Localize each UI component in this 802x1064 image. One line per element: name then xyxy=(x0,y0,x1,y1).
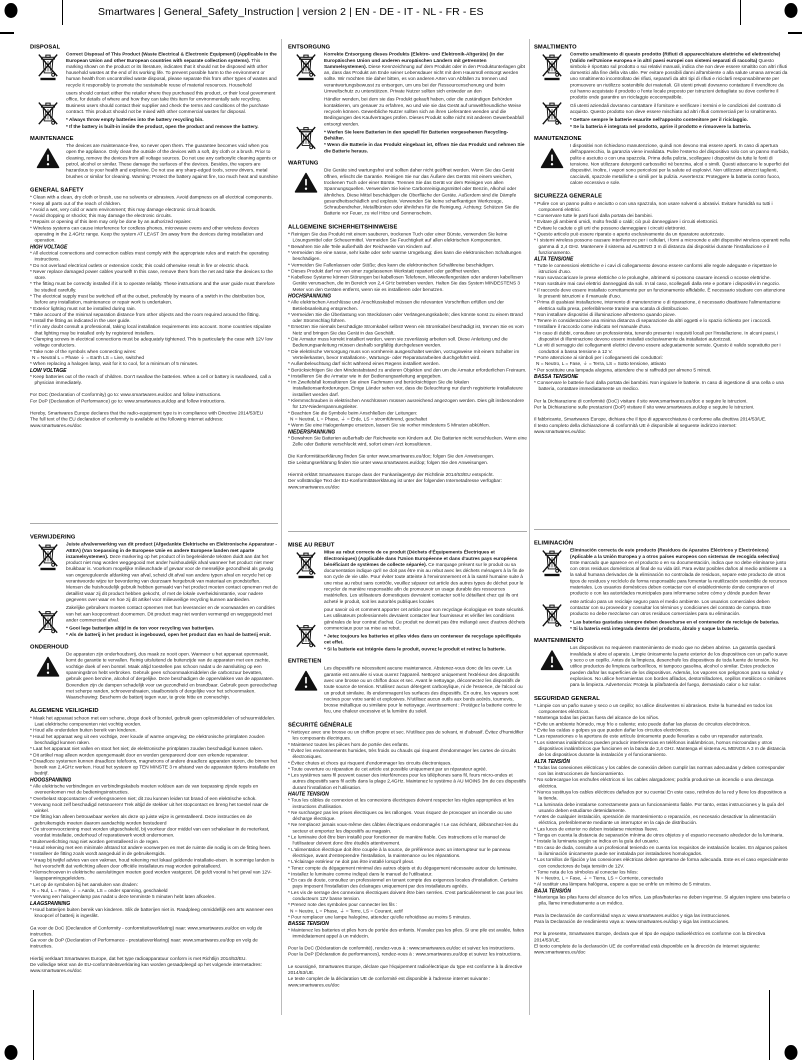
maintenance-section xyxy=(288,168,527,219)
maintenance-text xyxy=(324,666,527,717)
bullet-line: * Wenn Sie eine Halogenlampe ersetzen, lassen Sie sie vorher mindestens 5 Minuten abkühlen. xyxy=(288,422,490,429)
footer-line: For DoP (Declaration of Performance) go to: www.smartwares.eu/dop and follow instructions. xyxy=(30,398,226,404)
maintenance-section xyxy=(288,666,527,717)
section-heading: MANTENIMIENTO xyxy=(534,637,584,644)
bullet-line: * Klemschroeven in elektrische aansluitingen moeten goed worden vastgezet. Dit geldt vooral is het geval van 12V-laagspanningsgeleiders. xyxy=(30,869,272,882)
weee-bin-bar-icon xyxy=(542,550,563,577)
disposal-section xyxy=(288,52,527,155)
bullet-line: * Houd batterijen buiten bereik van kinderen. Slik de batterijen niet in. Raadpleeg onmiddellijk een arts wanneer een knoopcel of batterij is ingeslikt. xyxy=(30,906,274,919)
bullet-line: * The fitting must be correctly installed if it is to operate reliably. These instructions and the user guide must therefore be studied carefully. xyxy=(30,281,275,293)
bullet-line: * Las reparaciones o la apertura de este artículo únicamente puede llevarlas a cabo un reparador autorizado. xyxy=(534,733,764,740)
bullet-line: * Limpie con un paño suave y seco o un cepillo; no utilice disolventes ni abrasivos. Evite la humedad en todos los componentes eléctricos. xyxy=(534,702,773,715)
disposal-paragraph: pour savoir où et comment apporter cet article pour son recyclage écologique en toute sécurité. Les utilisateurs professionnels devraient contacter leur fournisseur et vérifier les conditions générales de leur contrat d'achat. Ce produit ne devrait pas être mélangé avec d'autres déchets commerciaux pour sa mise au rebut. xyxy=(324,606,526,631)
disposal-section xyxy=(30,52,278,131)
bullet-line: * Die elektrische Versorgung muss von vornherein ausgeschaltet werden, vorzugsweise mit einem Schalter im Verteilerkasten, bevor Installations-, Wartungs- oder Reparaturarbeiten durchgeführt wird. xyxy=(288,348,520,361)
footer-line: Die Leistungserklärung finden Sie unter www.smartwares.eu/dop; folgen Sie den Anweisungen. xyxy=(288,459,489,466)
section-heading: MISE AU REBUT xyxy=(288,542,335,548)
disposal-text xyxy=(324,550,527,653)
weee-bin-icon xyxy=(38,610,59,637)
footer-line: www.smartwares.eu/doc xyxy=(534,428,586,435)
warning-icon xyxy=(37,148,60,169)
maintenance-icon-column xyxy=(30,143,66,182)
bullet-line: * Houd alle onderdelen buiten bereik van kinderen. xyxy=(30,727,137,734)
bullet-line: * Reinigen Sie das Produkt mit einem sauberen, trockenen Tuch oder einer Bürste, verwenden Sie keine Lösungsmittel oder Scheuermittel. Vermeiden Sie Feuchtigkeit auf allen elektrischen Komponenten. xyxy=(288,231,508,244)
bullet-line: * Im Zweifelsfall konsultieren Sie einen Fachmann und berücksichtigen Sie die lokalen Installationsanforderungen. Einige Länder sehen vor, dass die Beleuchtung nur durch registrierte Installateure installiert werden darf. xyxy=(288,379,523,398)
maintenance-paragraph: Les dispositifs ne nécessitent aucune maintenance. Abstenez-vous donc de les ouvrir. La garantie est annulée si vous ouvrez l'appareil. Nettoyez uniquement l'extérieur des dispositifs avec une brosse ou un chiffon doux et sec. Avant le nettoyage, déconnectez les dispositifs de toute source de tension. N'utilisez aucun détergent carboxylique, ni de l'essence, de l'alcool ou un produit similaire. Ils endommagent les surfaces des dispositifs. En outre, les vapeurs sont nocives pour votre santé et explosives. N'utilisez aucun outils aux bords acérés, tournevis, brosse métallique ou similaire pour le nettoyage. Avertissement : Protégez la batterie contre le feu, une chaleur excessive et la lumière du soleil. xyxy=(324,665,523,715)
language-block-separator xyxy=(288,531,527,532)
bullet-line: * Ne surchargez pas les prises électriques ou les rallonges. Vous risquez de provoquer un incendie ou une décharge électrique. xyxy=(288,809,512,822)
registration-mark xyxy=(785,1045,798,1060)
sub-section-heading: HOOGSPANNING xyxy=(30,777,72,783)
declaration-footer xyxy=(288,454,527,491)
bullet-line: * Conservare tutte le parti fuori dalla portata dei bambini. xyxy=(534,213,653,219)
footer-line: Para la Declaración de conformidad vaya a: www.smartwares.eu/doc y siga las instrucciones. xyxy=(534,912,731,919)
disposal-icon-column xyxy=(288,550,324,653)
bullet-line: * Evite las caídas o golpes ya que pueden dañar los circuitos electrónicos. xyxy=(534,727,691,734)
disposal-section xyxy=(534,548,790,633)
bullet-line: * Vervang nooit zelf beschadigd netsnoeren! Trek altijd de stekker uit het stopcontact en breng het toestel naar de winkel. xyxy=(30,801,269,814)
bullet-line: * Porre attenzione ai simboli per i collegamenti dei conduttori: xyxy=(534,354,663,361)
section-heading: SÉCURITÉ GÉNÉRALE xyxy=(288,721,353,728)
bullet-line: * Exterior lighting must not be installed during rain. xyxy=(30,305,136,312)
section-heading: ONDERHOUD xyxy=(30,643,69,650)
wire-symbols-line: N = Neutral L = Phase ⏚ = Earth LS = Live, switched xyxy=(32,354,145,361)
bullet-line: * Außenbeleuchtung darf nicht während eines Regens installiert werden. xyxy=(288,361,440,367)
bullet-line: * Antes de cualquier instalación, operación de mantenimiento o reparación, es necesario desactivar la alimentación eléctrica, preferiblemente mediante un interruptor en la caja de distribución. xyxy=(534,814,776,826)
sub-section-heading: HIGH VOLTAGE xyxy=(30,244,68,250)
footer-line: Ga voor de DoP (Declaration of Performance - prestatieverklaring) naar: www.smartwares.eu/dop en volg de instructies. xyxy=(30,937,258,950)
maintenance-text xyxy=(324,168,527,219)
sub-section-heading: HOCHSPANNUNG xyxy=(288,293,331,299)
bullet-line: * Draadloze systemen kunnen draadloze telefoons, magnetrons of andere draadloze apparaten storen, die binnen het bereik van 2,4GHz werken. Houd het systeem op TEN MINSTE 3 m afstand van de apparaten tijdens installatie en bedrijf. xyxy=(30,758,278,777)
maintenance-icon-column xyxy=(288,666,324,717)
footer-line: Pour la DoP (Déclaration de performances), rendez-vous à : www.smartwares.eu/dop et suivez les instructions. xyxy=(288,951,522,958)
battery-instruction: * Si la batterie est intégrée dans le produit, ouvrez le produit et retirez la batterie. xyxy=(324,646,506,652)
bullet-line: * Ne remplacez jamais vous-même des câbles électriques endommagés ! Le cas échéant, débranchez-les du secteur et emportez les dispositifs au magasin. xyxy=(288,822,518,834)
crop-mark xyxy=(769,990,770,1060)
bullet-line: * Installez le luminaire comme indiqué dans le manuel de l'utilisateur. xyxy=(288,871,433,877)
bullet-line: * Dit artikel mag alleen worden opengemaakt door en worden gerepareerd door een erkende reparateur. xyxy=(30,752,249,758)
bullet-line: * Dieses Produkt darf nur von einer zugelassenen Werkstatt repariert oder geöffnet werden. xyxy=(288,268,481,274)
bullet-line: * Nunca sustituya los cables eléctricos dañados por su cuenta! En este caso, retírelos de la red y lleve los dispositivos a la tienda. xyxy=(534,789,787,802)
battery-instruction: * Gooi lege batterijen altijd in de ton voor recycling van batterijen. xyxy=(66,625,215,632)
maintenance-text xyxy=(570,645,790,690)
bullet-line: * Mantenga las pilas fuera del alcance de los niños. Las pilas/baterías no deben ingerirse. Si alguien ingiere una batería o pila, llame inmediatamente a un médico. xyxy=(534,894,790,907)
bullet-line: * Bewahren Sie alle Teile außerhalb der Reichweite von Kindern auf. xyxy=(288,243,432,250)
maintenance-text xyxy=(66,143,278,182)
disposal-paragraph: Eliminación correcta de este producto (Residuos de Aparatos Eléctricos y Electrónicos) (Aplicable a la Unión Europea y a otros países europeos con sistemas de recogida selectiva) Este marcado que aparece en el producto o en su documentación, indica que no debe eliminarse junto con otros residuos domésticos al final de su vida útil. Para evitar posibles daños al medio ambiente o a la salud humana derivados de la eliminación no controlada de residuos, separe este producto de otros tipos de residuos y recíclelo de forma responsable para fomentar la reutilización sostenible de recursos materiales. Los usuarios domésticos deben contactar con el establecimiento donde compraron el producto o con las autoridades municipales para informarse sobre cómo y dónde pueden llevar xyxy=(570,547,788,597)
weee-bin-bar-icon xyxy=(296,552,317,579)
sub-section-heading: BASSE TENSION xyxy=(288,921,329,927)
language-block-it xyxy=(534,39,790,435)
battery-instruction: * If the battery is built-in inside the product, open the product and remove the battery. xyxy=(66,123,259,130)
registration-mark xyxy=(5,3,18,18)
battery-instruction: * Wenn die Batterie in das Produkt eingebaut ist, öffnen Sie das Produkt und nehmen Sie die Batterie heraus. xyxy=(324,142,525,154)
section-heading: GENERAL SAFETY xyxy=(30,186,84,193)
disposal-text xyxy=(324,52,527,155)
wire-symbols-line: N = Neutre, L = Phase, ⏚ = Terre, LS = Courant, actif xyxy=(290,908,403,914)
bullet-line: * In caso di dubbi, consultare un professionista, tenendo presente i requisiti locali per l'installazione. In alcuni paesi, i dispositivi di illuminazione devono essere installati esclusivamente da installatori autorizzati. xyxy=(534,330,779,343)
footer-line: Pour la DoC (Déclaration de conformité), rendez-vous à : www.smartwares.eu/doc et suivez les instructions. xyxy=(288,945,515,952)
bullet-line: * Al sustituir una lámpara halógena, espere a que se enfríe un mínimo de 5 minutos. xyxy=(534,881,711,888)
declaration-footer xyxy=(30,392,278,429)
bullet-line: * Instale la luminaria según se indica en la guía del usuario. xyxy=(534,838,660,845)
crop-mark xyxy=(740,0,741,25)
bullet-line: * Evitare gli ambienti umidi, molto freddi o caldi; ciò può danneggiare i circuiti elettronici. xyxy=(534,219,719,225)
weee-bin-bar-icon xyxy=(38,54,59,81)
bullet-line: * Toute ouverture ou réparation de cet article est possible uniquement par un réparateur agréé. xyxy=(288,766,488,772)
weee-bin-bar-icon xyxy=(38,544,59,571)
bullet-line: * Pour remplacer une lampe halogène, attendez qu'elle refroidisse au moins 5 minutes. xyxy=(288,914,471,920)
bullet-line: * Maintenez les batteries et piles hors de portée des enfants. N'avalez pas les piles. Si une pile est avalée, faites immédiatement appel à un médecin. xyxy=(288,927,525,939)
section-heading: SMALTIMENTO xyxy=(534,44,577,50)
disposal-paragraph: Gli utenti aziendali dovranno contattare il fornitore e verificare i termini e le condizioni del contratto di acquisto. Questo prodotto non deve essere mischiato ad altri rifiuti commerciali per lo smaltimento. xyxy=(570,102,781,115)
weee-bin-icon xyxy=(296,624,317,651)
bullet-line: * Take note of the symbols when connecting wires: xyxy=(30,348,137,355)
declaration-footer xyxy=(534,913,790,956)
disposal-section xyxy=(30,542,278,639)
section-heading: ENTRETIEN xyxy=(288,658,322,665)
footer-line: Hereby, Smartwares Europe declares that the radio-equipment type is in compliance with Directive 2014/53/EU xyxy=(30,410,264,417)
bullet-line: * Pulire con un panno pulito e asciutto o con una spazzola, non usare solventi o abrasivi. Evitare l'umidità su tutti i componenti elettrici. xyxy=(534,200,773,213)
warning-icon xyxy=(541,148,564,169)
maintenance-paragraph: I dispositivi non richiedono manutenzione, quindi non devono mai essere aperti. In caso di apertura dell'apparecchio, la garanzia viene invalidata. Pulire l'esterno del dispositivo solo con un panno morbido, pulito e asciutto o con una spazzola. Prima della pulizia, scollegare i dispositivi da tutte le fonti di tensione. Non utilizzare detergenti carbossilici né benzina, alcol o simili. Questi attaccano le superfici dei dispositivi. Inoltre, i vapori sono pericolosi per la salute ed esplosivi. Non utilizzare attrezzi taglienti, cacciaviti, spazzole metalliche o simili per la pulizia. Avvertenza: Proteggere la batteria contro fuoco, calore eccessivo e sole. xyxy=(570,143,790,186)
section-heading: MAINTENANCE xyxy=(30,135,74,142)
maintenance-paragraph: De apparaten zijn onderhoudsvrij, dus maak ze nooit open. Wanneer u het apparaat openmaakt, komt de garantie te vervallen. Reinig uitsluitend de buitenzijde van de apparaten met een zachte, vochtige doek of een borstel. Maak altijd toestellen pas schoon nadat u de aansluiting op een spanningsbron hebt verbroken. Gebruik geen schoonmaakmiddelen die carbonzuur bevatten, gebruik geen benzine, alcohol of dergelijke. Deze beschadigen de oppervlakken van de apparaten. Bovendien zijn de dampen schadelijk voor uw gezondheid en brandbaar. Gebruik geen gereedschap met scherpe randen, schroevendraaien, staalborstels of dergelijke voor het schoonmaken. Waarschuwing: Bescherm de batterij tegen vuur, te grote hitte en zonneschijn. xyxy=(66,651,278,701)
bullet-line: * Ersetzen Sie niemals beschädigte Stromkabel selbst! Wenn ein Stromkabel beschädigt ist, trennen Sie es vom Netz und bringen Sie das Gerät in das Geschäft. xyxy=(288,324,524,336)
footer-line: El texto completo de la declaración UE de conformidad está disponible en la dirección de Internet siguiente: www.smartwares.eu/doc xyxy=(534,943,761,956)
warning-icon xyxy=(541,650,564,671)
bullet-line: * If in any doubt consult a professional, taking local installation requirements into account. Some countries stipulate that lighting may be installed only by registered installers. xyxy=(30,324,272,336)
bullet-line: * Évitez chutes et chocs qui risquent d'endommager les circuits électroniques. xyxy=(288,760,452,766)
bullet-line: * Let op de symbolen bij het aansluiten van draden: xyxy=(30,881,139,888)
bullet-line: * Maak het apparaat schoon met een schone, droge doek of borstel, gebruik geen oplosmiddelen of schuurmiddelen. Laat elektrische componenten niet vochtig worden. xyxy=(30,715,276,728)
crop-mark xyxy=(788,32,802,34)
footer-line: www.smartwares.eu/doc xyxy=(288,484,340,490)
bullet-line: * Laat het apparaat niet vallen en stoot het niet; de elektronische printplaten zouden beschadigd kunnen raken. xyxy=(30,746,263,752)
disposal-paragraph: Zakelijke gebruikers moeten contact opnemen met hun leverancier en de voorwaarden en condities van het aan koopcontract doornemen. Dit product mag niet worden vermengd en weggegooid met ander commercieel afval. xyxy=(66,605,275,623)
footer-line: De volledige tekst van de EU-conformiteitsverklaring kan worden geraadpleegd op het volgende internetadres: www.smartwares.eu/doc xyxy=(30,962,262,974)
bullet-line: * Vervang een halogeenlamp pas nadat u deze tenminste 5 minuten hebt laten afkoelen. xyxy=(30,894,216,900)
bullet-line: * Do not overload electrical outlets or extension cords; this could otherwise result in fire or electric shock. xyxy=(30,262,250,269)
bullet-line: * Vraag bij twijfel advies van een vakman, houd rekening met lokaal geldende installatie-eisen. In sommige landen is het voorschrift dat verlichting alleen door officiële installateurs mag worden geïnstalleerd. xyxy=(30,857,275,869)
weee-bin-bar-icon xyxy=(296,54,317,81)
bullet-line: * Maintenez toutes les pièces hors de portée des enfants. xyxy=(288,741,409,748)
bullet-line: * De stroomvoorziening moet worden uitgeschakeld, bij voorkeur door middel van een schakelaar in de meterkast, voordat installatie, onderhoud of reparatiewerk wordt ondernomen. xyxy=(30,826,270,839)
bullet-line: * Repairs or opening of this item may only be done by an authorized repairer. xyxy=(30,219,192,225)
declaration-footer xyxy=(288,946,527,989)
bullet-line: * I sistemi wireless possono causare interferenze per i cellulari, i forni a microonde e altri dispositivi wireless operanti nella gamma di 2,4 GHz. Mantenere il sistema ad ALMENO 3 m di distanza dai dispositivi durante l'installazione e il funzionamento. xyxy=(534,237,790,256)
maintenance-icon-column xyxy=(534,143,570,188)
disposal-text xyxy=(66,52,278,131)
disposal-paragraph: Korrekte Entsorgung dieses Produkts (Elektro- und Elektronik-Altgeräte) (in der Europäischen Union und anderen europäischen Ländern mit getrennten Sammelsystemen). Diese Kennzeichnung auf dem Produkt oder in den Produktunterlagen gibt an, dass das Produkt am Ende seiner Lebensdauer nicht mit dem Hausmüll entsorgt werden sollte. Wir möchten Sie daher bitten, es von anderen Arten von Abfällen zu trennen und verantwortungsbewusst zu entsorgen, um uns bei der Ressourcenschonung und beim Umweltschutz zu unterstützen. Private Nutzer sollten sich entweder an den xyxy=(324,51,525,95)
bullet-line: * Questo articolo può essere riparato o aperto esclusivamente da un riparatore autorizzato. xyxy=(534,231,725,238)
wire-symbols-line: N = Nul, L = Fase, ⏚ = Aarde, LS = onder spanning, geschakeld xyxy=(32,888,168,894)
disposal-text xyxy=(570,548,790,633)
footer-line: Il fabbricante, Smartwares Europe, dichiara che il tipo di apparecchiatura è conforme alla direttiva 2014/53/UE. xyxy=(534,416,767,423)
section-heading: VERWIJDERING xyxy=(30,534,76,540)
bullet-line: * En caso de duda, consulte a un profesional teniendo en cuenta los requisitos de instalación locales. En algunos países la iluminación únicamente puede ser instalada por instaladores homologados. xyxy=(534,844,788,857)
bullet-line: * Overbelast stopcontacten of verlengsnoeren niet; dit zou kunnen leiden tot brand of een elektrische schok. xyxy=(30,795,257,802)
bullet-line: * Never replace damaged power cables yourself! In this case, remove them from the net and take the devices to the store. xyxy=(30,268,273,281)
bullet-line: * Installeer de fitting zoals wordt aangeduid in de gebruikersgids. xyxy=(30,851,166,857)
disposal-paragraph: Mise au rebut correcte de ce produit (Déchets d'Équipements Électriques et Électroniques) (Applicable dans l'Union Européenne et dans d'autres pays européens bénéficiant de systèmes de collecte séparée). Ce marquage présent sur le produit ou sa documentation indique qu'il ne doit pas être mis au rebut avec les déchets ménagers à la fin de son cycle de vie utile. Pour éviter toute atteinte à l'environnement et à la santé humaine suite à une mise au rebut sans contrôle, veuillez séparer cet article des autres types de déchet pour le recycler de manière responsable afin de promouvoir un usage durable des ressources matérielles. Les utilisateurs domestiques devraient contacter soit le détaillant chez qui ils ont acheté le produit, soit les autorités publiques locales xyxy=(324,549,525,605)
section-heading: ENTSORGUNG xyxy=(288,44,331,50)
disposal-icon-column xyxy=(30,52,66,131)
bullet-line: * Die Armatur muss korrekt installiert werden, wenn sie zuverlässig arbeiten soll. Diese Anleitung und die Bedienungsanleitung müssen deshalb sorgfältig durchgelesen werden. xyxy=(288,336,508,349)
maintenance-text xyxy=(570,143,790,188)
warning-icon xyxy=(295,173,318,194)
bullet-line: * Tenga en cuenta la distancia de separación mínima de otros objetos y el espacio necesario alrededor de la luminaria. xyxy=(534,832,784,839)
bullet-line: * Klemmschrauben in elektrischen Anschlüssen müssen ausreichend angezogen werden. Dies gilt insbesondere für 12V-Niederspannungsleiter. xyxy=(288,398,525,410)
battery-instruction: * Las baterías gastadas siempre deben desecharse en el contenedor de reciclaje de baterías. xyxy=(570,619,780,625)
bullet-line: * Tenere in considerazione una minima distanza di separazione da altri oggetti e lo spazio richiesto per i raccordi. xyxy=(534,318,772,324)
bullet-line: * Non sostituire mai cavi elettrici danneggiati da soli. In tal caso, scollegarli dalla rete e portare i dispositivi in negozio. xyxy=(534,281,781,287)
bullet-line: * Las luces de exterior no deben instalarse mientras llueve. xyxy=(534,826,659,832)
disposal-paragraph: users should contact either the retailer where they purchased this product, or their local government office, for details of where and how they can take this item for environmentally safe recycling. Business users should contact their supplier and check the terms and conditions of the purchase contract. This product should not be mixed with other commercial wastes for disposal. xyxy=(66,90,276,115)
footer-line: Der vollständige Text der EU-Konformitätserklärung ist unter der folgenden Internetadresse verfügbar: xyxy=(288,478,502,484)
weee-bin-bar-icon xyxy=(542,54,563,81)
section-heading: MANUTENZIONE xyxy=(534,135,582,142)
disposal-text xyxy=(66,542,278,639)
language-block-separator xyxy=(30,523,278,524)
bullet-line: * Los tornillos de fijación y las conexiones eléctricas deben apretarse de forma adecuada. Este es el caso especialmente con conductores de baja tensión de 12V. xyxy=(534,857,789,869)
maintenance-paragraph: Los dispositivos no requieren mantenimiento de modo que no deben abrirse. La garantía quedará invalidada si abre el aparato. Limpie únicamente la parte exterior de los dispositivos con un paño suave y seco o un cepillo. Antes de la limpieza, desenchufe los dispositivos de toda fuente de tensión. No utilice productos de limpieza carboxílicos, ni tampoco gasolina, alcohol o similar. Estos productos pueden dañar las superficies de los dispositivos. Además, los vapores son peligrosos para su salud y explosivos. No utilice herramientas con bordes afilados, destornilladores, cepillos metálicos o similares para la limpieza. Advertencia: Proteja la pila/batería del fuego, demasiado calor o luz solar. xyxy=(570,645,788,688)
bullet-line: * Avoid dropping or shocks; this may damage the electronic circuits. xyxy=(30,213,172,219)
section-heading: SEGURIDAD GENERAL xyxy=(534,695,600,702)
disposal-section xyxy=(288,550,527,653)
footer-line: Per la Dichiarazione di conformité (DoC) visitare il sito www.smartwares.eu/doc e seguire le istruzioni. xyxy=(534,398,748,404)
footer-line: Ga voor de DoC (Declaration of Conformity - conformiteitsverklaring) naar: www.smartwares.eu/doc en volg de instructies. xyxy=(30,925,263,937)
bullet-line: * Take account of the minimal separation distance from other objects and the room required around the fitting. xyxy=(30,311,260,318)
battery-instruction: * Always throw empty batteries into the battery recycling bin. xyxy=(66,117,204,123)
disposal-icon-column xyxy=(288,52,324,155)
bullet-line: * Kabellose Systeme können Störungen bei kabellosen Telefonen, Mikrowellengeräten oder anderen kabellosen Geräte verursachen, die im Bereich von 2,4 GHz betrieben werden. Halten Sie das System MINDESTENS 3 Meter von den Geräten entfernt, wenn sie es installieren oder benutzen. xyxy=(288,274,523,293)
bullet-line: * Wireless systems can cause interference for cordless phones, microwave ovens and other wireless devices operating in the 2.4GHz range. Keep the system AT LEAST 3m away from the devices during installation and operation. xyxy=(30,225,264,244)
battery-instruction: * Gettare sempre le batterie esaurite nell'apposito contenitore per il riciclaggio. xyxy=(570,117,748,123)
footer-line: Para la Declaración de rendimiento vaya a: www.smartwares.eu/dop y siga las instrucciones. xyxy=(534,918,730,925)
bullet-line: * Le viti di serraggio dei collegamenti elettrici devono essere adeguatamente serrate. Questo è valido soprattutto per i conduttori a bassa tensione a 12 V. xyxy=(534,342,781,355)
bullet-line: * Clamping screws in electrical connections must be adequately tightened. This is particularly the case with 12V low voltage conductors. xyxy=(30,336,273,349)
bullet-line: * Prenez note des symboles pour connecter les fils : xyxy=(288,902,398,908)
page-header-title: Smartwares | General_Safety_Instruction | version 2 | EN - DE - IT - NL - FR - ES xyxy=(98,6,484,18)
battery-instruction: * Als de batterij in het product is ingebouwd, open het product dan en haal de batterij eruit. xyxy=(66,632,271,638)
bullet-line: * Tous les câbles de connexion et les connexions électriques doivent respecter les règles appropriées et les instructions d'utilisation. xyxy=(288,797,514,810)
maintenance-icon-column xyxy=(288,168,324,219)
bullet-line: * Tenez compte du dégagement minimal des autres objets et du dégagement nécessaire autour du luminaire. xyxy=(288,865,518,871)
footer-line: Il testo completo della dichiarazione di conformità UE è disponibile al seguente indirizzo internet: xyxy=(534,422,737,429)
bullet-line: * Evitare le cadute o gli urti che possono danneggiare i circuiti elettronici. xyxy=(534,225,687,231)
section-heading: SICUREZZA GENERALE xyxy=(534,193,603,200)
footer-line: Le soussigné, Smartwares Europe, déclare que l'équipement radioélectrique du type est conforme à la directive 2014/53/UE. xyxy=(288,963,523,976)
bullet-line: * Tome nota de los símbolos al conectar los hilos: xyxy=(534,869,638,875)
bullet-line: * De fitting kan alleen betrouwbaar werken als deze op juiste wijze is geïnstalleerd. Deze instructies en de gebruikersgids moeten daarom aandachtig worden bestudeerd xyxy=(30,814,253,826)
section-heading: DISPOSAL xyxy=(30,44,61,50)
bullet-line: * L'éclairage extérieur ne doit pas être installé lorsqu'il pleut. xyxy=(288,859,415,865)
bullet-line: * Avoid a wet, very cold or warm environment; this may damage electronic circuit boards. xyxy=(30,206,217,213)
bullet-line: * Evite un ambiente húmedo, muy frío o caliente; esto puede dañar las placas de circuitos electrónicos. xyxy=(534,721,751,727)
sub-section-heading: LOW VOLTAGE xyxy=(30,367,67,374)
sub-section-heading: BASSA TENSIONE xyxy=(534,373,579,380)
maintenance-section xyxy=(534,143,790,188)
footer-line: www.smartwares.eu/doc xyxy=(30,422,82,429)
bullet-line: * Nettoyez avec une brosse ou un chiffon propre et sec. N'utilisez pas de solvant, ni d'abrasif. Évitez d'humidifier les composants électriques. xyxy=(288,729,524,742)
registration-mark xyxy=(785,3,798,18)
section-heading: ALGEMENE VEILIGHEID xyxy=(30,707,99,714)
bullet-line: * Non installare dispositivi di illuminazione all'esterno quando piove. xyxy=(534,311,676,318)
weee-bin-icon xyxy=(38,101,59,128)
bullet-line: * La luminaria debe instalarse correctamente para un funcionamiento fiable. Por tanto, estas instrucciones y la guía del usuario deben estudiarse detenidamente. xyxy=(534,801,784,814)
bullet-line: * Non sovraccaricare le prese elettriche o le prolunghe, altrimenti si possono causare incendi o scosse elettriche. xyxy=(534,275,771,281)
sub-section-heading: HAUTE TENSION xyxy=(288,791,329,797)
warning-icon xyxy=(37,657,60,678)
bullet-line: * Keep batteries out of the reach of children. Don't swallow the batteries. When a cell or battery is swallowed, call a physician immediately. xyxy=(30,373,271,386)
disposal-text xyxy=(570,52,790,131)
weee-bin-icon xyxy=(542,604,563,631)
disposal-icon-column xyxy=(534,548,570,633)
bullet-line: * Vermeiden Sie eine nasse, sehr kalte oder sehr warme Umgebung; dies kann die elektronischen Schaltungen beschädigen. xyxy=(288,249,522,262)
weee-bin-icon xyxy=(542,101,563,128)
disposal-paragraph: Juiste afvalverwerking van dit product (Afgedankte Elektrische en Elektronische Apparatuur - AEEA) (Van toepassing in de Europese Unie en andere Europese landen met aparte inzamelsystemen). Deze markering op het product of in begeleidende teksten duidt aan dat het product niet mag worden weggegooid met ander huishoudelijk afval wanneer het product niet meer bruikbaar is. Voorkom mogelijke milieuschade of gevaar voor de menselijke gezondheid als gevolg van ongereguleerde afdanking van afval, scheid dit afval van andere typen afval en recycle het op verantwoorde wijze ter bevordering van duurzaam hergebruik van materiaal en grondstoffen. Mensen die huishoudelijk gebruik hebben gemaakt van het product moeten contact opnemen met de detaillist waar zij dit product hebben gekocht, of met de lokale overheidsinstantie, voor nadere gegevens over waar en hoe zij dit artikel voor milieuveilige recycling kunnen aanbieden. xyxy=(66,541,278,603)
bullet-line: * Installare il raccordo come indicato nel manuale d'uso. xyxy=(534,324,652,330)
wire-symbols-line: N = Neutral, L = Phase, ⏚ = Erde, LS = stromführend, geschaltet xyxy=(290,416,428,422)
crop-mark xyxy=(0,32,14,34)
maintenance-icon-column xyxy=(534,645,570,690)
bullet-line: * Il raccordo deve essere installato correttamente per un funzionamento affidabile. È necessario studiare con attenzione le presenti istruzioni e il manuale d'uso. xyxy=(534,287,786,299)
bullet-line: * Houd het apparaat weg uit een vochtige, zeer koude of warme omgeving; De elektronische printplaten zouden beschadigd kunnen raken. xyxy=(30,733,265,746)
maintenance-section xyxy=(30,143,278,182)
footer-line: Die Konformitätserklärung finden Sie unter www.smartwares.eu/doc; folgen Sie den Anweisungen. xyxy=(288,453,495,460)
battery-instruction: * Jetez toujours les batteries et piles vides dans un conteneur de recyclage spécifiqués cet effet. xyxy=(324,633,521,646)
bullet-line: * The electrical supply must be switched off at the outset, preferably by means of a switch in the distribution box, before any installation, maintenance or repair work is undertaken. xyxy=(30,293,266,306)
sub-section-heading: NIEDERSPANNUNG xyxy=(288,429,336,435)
sub-section-heading: ALTA TENSIONE xyxy=(534,256,574,263)
wire-symbols-line: N = Neutro, L = Fase, ⏚ = Tierra, LS = Corriente, conectado xyxy=(536,875,664,882)
bullet-line: * Todas las conexiones eléctricas y los cables de conexión deben cumplir las normas adecuadas y deben corresponder con las instrucciones de funcionamiento. xyxy=(534,764,785,777)
footer-line: The full text of the EU declaration of conformity is available at the following internet address: xyxy=(30,416,224,423)
disposal-icon-column xyxy=(30,542,66,639)
bullet-line: * Conservare le batterie fuori dalla portata dei bambini. Non ingoiare le batterie. In caso di ingestione di una cella o una batteria, contattare immediatamente un medico. xyxy=(534,380,784,392)
bullet-line: * Berücksichtigen Sie den Mindestabstand zu anderen Objekten und den um die Armatur erforderlichen Freiraum. xyxy=(288,367,527,373)
maintenance-section xyxy=(534,645,790,690)
bullet-line: * Évitez les environnements humides, très froids ou chauds qui risquent d'endommager les cartes de circuits électroniques. xyxy=(288,747,516,760)
bullet-line: * Keep all parts out of the reach of children. xyxy=(30,200,122,207)
bullet-line: * Clean with a clean, dry cloth or brush, use no solvents or abrasives. Avoid dampness on all electrical components. xyxy=(30,194,273,201)
maintenance-text xyxy=(66,652,278,703)
footer-line: Le texte complet de la déclaration UE de conformité est disponible à l'adresse internet suivante : www.smartwares.eu/doc xyxy=(288,976,491,988)
declaration-footer xyxy=(534,398,790,435)
column-separator xyxy=(281,39,282,1015)
language-block-nl xyxy=(30,529,278,974)
bullet-line: * Les vis de serrage des connexions électriques doivent être bien serrées. C'est particulièrement le cas pour les conducteurs 12V basse tension. xyxy=(288,889,523,902)
bullet-line: * Beachten Sie die Symbole beim Anschließen der Leitungen: xyxy=(288,410,418,416)
declaration-footer xyxy=(30,925,278,974)
column-separator xyxy=(529,39,530,1015)
footer-line: Por la presente, Smartwares Europe, declara que el tipo de equipo radioeléctrico es conforme con la Directiva 2014/53/UE. xyxy=(534,931,766,943)
bullet-line: * Tutte le connessioni elettriche e i cavi di collegamento devono essere conformi alle regole adeguate e rispettare le istruzioni d'uso. xyxy=(534,262,777,275)
wire-symbols-line: N = Neutro, L = Fase, ⏚ = Terra, LS = Sotto tensione, attivato xyxy=(536,361,666,367)
bullet-line: * Houd rekening met een minimale afstand tot andere voorwerpen en met de ruimte die nodig is om de fitting heen. xyxy=(30,844,272,851)
weee-bin-icon xyxy=(296,126,317,153)
language-block-en xyxy=(30,39,278,429)
maintenance-section xyxy=(30,652,278,703)
language-block-fr xyxy=(288,537,527,988)
bullet-line: * Mantenga todas las piezas fuera del alcance de los niños. xyxy=(534,715,660,721)
bullet-line: * Bewahren Sie Batterien außerhalb der Reichweite von Kindern auf. Die Batterien nicht verschlucken. Wenn eine Zelle oder Batterie verschluckt wird, sofort einen Arzt konsultieren. xyxy=(288,435,527,448)
bullet-line: * Alle elektrische verbindingen en verbindingskabels moeten voldoen aan de van toepassing zijnde regels en overeenkomen met de bedieningsinstructies. xyxy=(30,783,259,796)
disposal-paragraph: Händler wenden, bei dem sie das Produkt gekauft haben, oder die zuständigen Behörden kontaktieren, um genauer zu erfahren, wo und wie sie das Gerät auf umweltfreundliche Weise recyceln können. Gewerbliche Nutzer sollten sich an ihren Lieferanten wenden und die Bedingungen des Kaufvertrages prüfen. Dieses Produkt sollte nicht mit anderen Gewerbeabfall entsorgt werden. xyxy=(324,96,524,127)
bullet-line: * When replacing a halogen lamp, wait for it to cool, for a minimum of 5 minutes. xyxy=(30,361,199,367)
bullet-line: * Alle elektrischen Anschlüsse und Anschlusskabel müssen die relevanten Vorschriften erfüllen und der Betriebsanleitung entsprechen. xyxy=(288,299,504,312)
disposal-paragraph: Correct Disposal of This Product (Waste Electrical & Electronic Equipment) (Applicable in the European Union and other European countries with separate collection systems). This marking shown on the product or its literature, indicates that it should not be disposed with other household wastes at the end of its working life. To prevent possible harm to the environment or human health from uncontrolled waste disposal, please separate this from other types of wastes and recycle it responsibly to promote the sustainable reuse of material resources. Household xyxy=(66,51,277,88)
bullet-line: * All electrical connections and connection cables must comply with the appropriate rules and match the operating instructions. xyxy=(30,250,269,263)
disposal-icon-column xyxy=(534,52,570,131)
bullet-line: * Les systèmes sans fil peuvent causer des interférences pour les téléphones sans fil, fours micro-ondes et autres dispositifs sans fil actifs dans la plage 2,4GHz. Maintenez le système à AU MOINS 3m de ces dispositifs durant l'installation et l'utilisation. xyxy=(288,772,526,791)
bullet-line: * L'alimentation électrique doit être coupée à la source, de préférence avec un interrupteur sur le panneau électrique, avant d'entreprendre l'installation, la maintenance ou les réparations. xyxy=(288,846,511,859)
registration-mark xyxy=(5,1045,18,1060)
warning-icon xyxy=(295,671,318,692)
section-heading: ALLGEMEINE SICHERHEITSHINWEISE xyxy=(288,223,398,230)
bullet-line: * Los sistemas inalámbricos pueden producir interferencias en teléfonos inalámbricos, hornos microondas y otros dispositivos inalámbricos que funcionen en la banda de 2,4 GHz. Mantenga el sistema AL MENOS A 3 m de distancia de los dispositivos durante la instalación y el funcionamiento. xyxy=(534,739,786,758)
section-heading: WARTUNG xyxy=(288,160,319,167)
footer-line: Per la Dichiarazione sulle prestazioni (DoP) visitare il sito www.smartwares.eu/dop e seguire le istruzioni. xyxy=(534,404,755,411)
language-block-de xyxy=(288,39,527,490)
bullet-line: * Le luminaire doit être bien installé pour fonctionner de manière fiable. Ces instructions et le manuel de l'utilisateur doivent donc être étudiés attentivement. xyxy=(288,834,506,847)
footer-line: Hiermit erklärt Smartwares Europe dass der Funkanlagentyp der Richtlinie 2014/53/EU entspricht. xyxy=(288,472,494,478)
bullet-line: * Installieren Sie die Armatur wie in der Bedienungsanleitung angegeben. xyxy=(288,373,442,379)
maintenance-paragraph: The devices are maintenance-free, so never open them. The guarantee becomes void when you open the appliance. Only clean the outside of the devices with a soft, dry cloth or a brush. Prior to cleaning, remove the devices from all voltage sources. Do not use any carboxylic cleaning agents or petrol, alcohol or similar. These damage the surfaces of the devices. Besides, the vapors are hazardous to your health and explosive. Do not use any sharp-edged tools, screw drivers, metal brushes or similar for cleaning. Warning: Protect the battery against fire, too much heat and sunshine xyxy=(66,143,278,180)
bullet-line: * Per sostituire una lampada alogena, attendere che si raffreddi per almeno 5 minuti. xyxy=(534,367,712,373)
crop-mark xyxy=(33,990,34,1060)
disposal-paragraph: este artículo para un reciclaje seguro para el medio ambiente. Los usuarios comerciales deben contactar con su proveedor y consultar los términos y condiciones del contrato de compra. Este producto no debe mezclarse con otros residuos comerciales para su eliminación. xyxy=(570,598,771,617)
maintenance-icon-column xyxy=(30,652,66,703)
bullet-line: * Install the fitting as indicated in the user guide. xyxy=(30,318,131,324)
footer-line: For DoC (Declaration of Conformity) go to: www.smartwares.eu/doc and follow instructions. xyxy=(30,392,222,398)
disposal-paragraph: Corretto smaltimento di questo prodotto (Rifiuti di apparecchiature elettriche ed elettroniche) (Valido nell'Unione europea e in altri paesi europei con sistemi separati di raccolta) Questo simbolo è riportato sul prodotto o sui relativi manuali, indica che non deve essere smaltito con altri rifiuti domestici alla fine della vita utile. Per evitare possibili danni all'ambiente o alla salute umana arrecati da uno smaltimento incontrollato dei rifiuti, separarli da altri tipi di rifiuti e riciclarli responsabilmente per promuovere un riutilizzo sostenibile dei materiali. Gli utenti privati dovranno contattare il rivenditore da cui hanno acquistato il prodotto o l'ente locale preposto per istruzioni dettagliate su dove conferire il prodotto onde garantire un riciclaggio ecocompatibile. xyxy=(570,51,788,101)
bullet-line: * Vermeiden Sie Fallenlassen oder Stöße; dies kann die elektronischen Schaltkreise beschädigen. xyxy=(288,262,495,268)
sub-section-heading: LAAGSPANNING xyxy=(30,900,71,907)
crop-mark xyxy=(62,0,63,25)
language-block-separator xyxy=(534,529,790,530)
sub-section-heading: ALTA TENSIÓN xyxy=(534,758,571,765)
footer-line: Hierbij verklaart Smartwares Europe, dat het type radioapparatuur conform is met Richtlijn 2014/53/EU. xyxy=(30,955,247,962)
battery-instruction: * Si la batería está integrada dentro del producto, ábralo y saque la batería. xyxy=(570,625,739,632)
bullet-line: * Vermeiden Sie die Überlastung von Steckdosen oder Verlängerungskabeln; dies könnte sonst zu einem Brand oder Stromschlag führen. xyxy=(288,311,523,324)
bullet-line: * Prima di qualsiasi installazione, intervento di manutenzione o di riparazione, è necessario disattivare l'alimentazione elettrica sulla presa, preferibilmente tramite una scatola di distribuzione. xyxy=(534,299,781,312)
maintenance-paragraph: Die Geräte sind wartungsfrei und sollten daher nicht geöffnet werden. Wenn Sie das Gerät öffnen, erlischt die Garantie. Reinigen Sie nur das Äußere des Geräts mit einem weichen, trockenen Tuch oder einer Bürste. Trennen Sie das Gerät vor dem Reinigen von allen Spannungsquellen. Verwenden Sie keine Carbonreinigungsmittel oder Benzin, Alkohol oder ähnliches. Diese Mittel beschädigen die Oberfläche der Geräte. Außerdem sind die Dämpfe gesundheitsschädlich und explosiv. Verwenden Sie keine scharfkantigen Werkzeuge, Schraubendreher, Metallbürsten oder ähnliches für die Reinigung. Achtung: Schützen Sie die Batterie vor Feuer, zu viel Hitze und Sonnenschein. xyxy=(324,167,520,217)
battery-instruction: * Werfen Sie leere Batterien in den speziell für Batterien vorgesehenen Recycling-Behälter. xyxy=(324,129,509,142)
bullet-line: * No sobrecargue los enchufes eléctricos ni los cables alargadores; podría producirse un incendio o una descarga eléctrica. xyxy=(534,777,774,789)
bullet-line: * En cas de doute, consultez un professionnel en tenant compte des exigences locales d'installation. Certains pays imposent l'installation des éclairages uniquement par des installateurs agréés. xyxy=(288,877,518,890)
bullet-line: * Buitenverlichting mag niet worden geïnstalleerd in de regen. xyxy=(30,838,160,845)
battery-instruction: * Se la batteria è integrata nel prodotto, aprire il prodotto e rimuovere la batteria. xyxy=(570,123,752,130)
section-heading: ELIMINACIÓN xyxy=(534,540,574,546)
language-block-es xyxy=(534,535,790,956)
sub-section-heading: BAJA TENSIÓN xyxy=(534,888,572,894)
disposal-section xyxy=(534,52,790,131)
